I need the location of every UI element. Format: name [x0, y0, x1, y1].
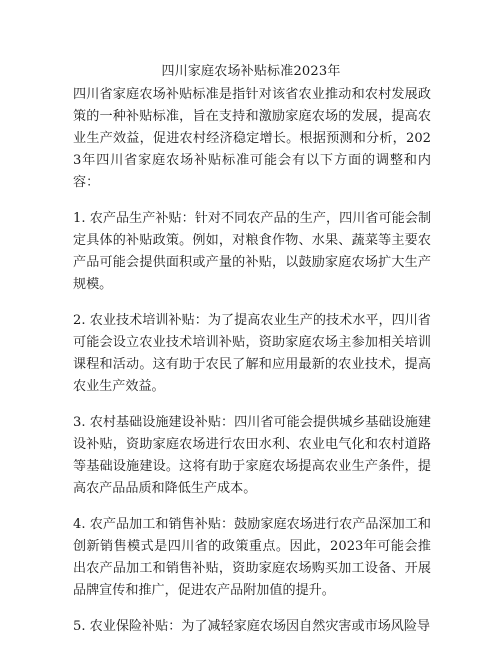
intro-paragraph: 四川省家庭农场补贴标准是指针对该省农业推动和农村发展政策的一种补贴标准，旨在支持和激励家庭农场的发展，提高农业生产效益，促进农村经济稳定增长。根据预测和分析，2023年四川省家庭农场补贴标准可能会有以下方面的调整和内容：	[73, 87, 431, 190]
paragraph-processing-sales-subsidy: 4. 农产品加工和销售补贴：鼓励家庭农场进行农产品深加工和创新销售模式是四川省的政策重点。因此，2023年可能会推出农产品加工和销售补贴，资助家庭农场购买加工设备、开展品牌宣传和推广，促进农产品附加值的提升。	[73, 517, 431, 598]
paragraph-training-subsidy: 2. 农业技术培训补贴：为了提高农业生产的技术水平，四川省可能会设立农业技术培训补贴，资助家庭农场主参加相关培训课程和活动。这有助于农民了解和应用最新的农业技术，提高农业生产效益。	[73, 313, 431, 394]
paragraph-production-subsidy: 1. 农产品生产补贴：针对不同农产品的生产，四川省可能会制定具体的补贴政策。例如，对粮食作物、水果、蔬菜等主要农产品可能会提供面积或产量的补贴，以鼓励家庭农场扩大生产规模。	[73, 211, 431, 292]
paragraph-insurance-subsidy: 5. 农业保险补贴：为了减轻家庭农场因自然灾害或市场风险导	[73, 619, 431, 634]
document-body	[73, 84, 431, 649]
document-title: 四川家庭农场补贴标准2023年	[161, 64, 341, 79]
paragraph-infrastructure-subsidy: 3. 农村基础设施建设补贴：四川省可能会提供城乡基础设施建设补贴，资助家庭农场进行农田水利、农业电气化和农村道路等基础设施建设。这将有助于家庭农场提高农业生产条件，提高农产品品质和降低生产成本。	[73, 415, 431, 496]
